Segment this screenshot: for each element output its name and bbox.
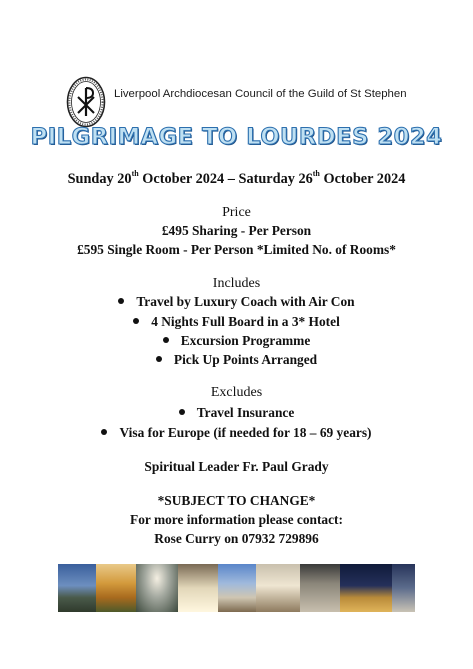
excludes-item-text: Visa for Europe (if needed for 18 – 69 years)	[119, 425, 372, 440]
photo-interior	[300, 564, 340, 612]
subject-to-change-notice: *SUBJECT TO CHANGE*	[157, 493, 316, 508]
organization-name: Liverpool Archdiocesan Council of the Guild of St Stephen	[114, 88, 407, 100]
photo-statue	[392, 564, 415, 612]
chi-rho-seal-icon	[66, 76, 106, 128]
excludes-item	[0, 425, 473, 441]
includes-item-text: 4 Nights Full Board in a 3* Hotel	[151, 314, 340, 329]
includes-item	[0, 352, 473, 368]
includes-item	[0, 333, 473, 349]
spiritual-leader: Spiritual Leader Fr. Paul Grady	[144, 459, 329, 474]
includes-item	[0, 294, 473, 310]
bullet-icon	[156, 356, 162, 362]
photo-candles	[178, 564, 218, 612]
bullet-icon	[101, 429, 107, 435]
contact-name-phone: Rose Curry on 07932 729896	[154, 531, 319, 546]
photo-strip	[58, 564, 415, 612]
photo-basilica-night	[58, 564, 96, 612]
includes-item-text: Excursion Programme	[180, 333, 311, 348]
price-heading: Price	[222, 205, 251, 220]
includes-item	[0, 314, 473, 330]
photo-autumn-trees	[96, 564, 136, 612]
bullet-icon	[163, 337, 169, 343]
excludes-heading: Excludes	[210, 385, 263, 400]
contact-prompt: For more information please contact:	[130, 512, 343, 527]
bullet-icon	[179, 409, 185, 415]
dates-middle: October 2024 – Saturday 26	[138, 171, 313, 187]
includes-heading: Includes	[212, 276, 261, 291]
photo-house	[256, 564, 300, 612]
event-dates	[0, 171, 473, 188]
price-single: £595 Single Room - Per Person *Limited No. of Rooms*	[77, 242, 396, 257]
header	[66, 76, 426, 130]
excludes-item	[0, 405, 473, 421]
excludes-item-text: Travel Insurance	[196, 405, 295, 420]
dates-end: October 2024	[319, 171, 406, 187]
dates-end-suffix: th	[312, 169, 320, 179]
price-sharing: £495 Sharing - Per Person	[161, 223, 312, 238]
includes-item-text: Pick Up Points Arranged	[173, 352, 318, 367]
flyer-title: PILGRIMAGE TO LOURDES 2024	[30, 124, 443, 150]
photo-basilica-day	[218, 564, 256, 612]
photo-procession-night	[340, 564, 392, 612]
dates-start: Sunday 20	[67, 171, 132, 187]
bullet-icon	[133, 318, 139, 324]
bullet-icon	[118, 298, 124, 304]
photo-grotto	[136, 564, 178, 612]
dates-start-suffix: th	[131, 169, 139, 179]
includes-item-text: Travel by Luxury Coach with Air Con	[136, 294, 355, 309]
